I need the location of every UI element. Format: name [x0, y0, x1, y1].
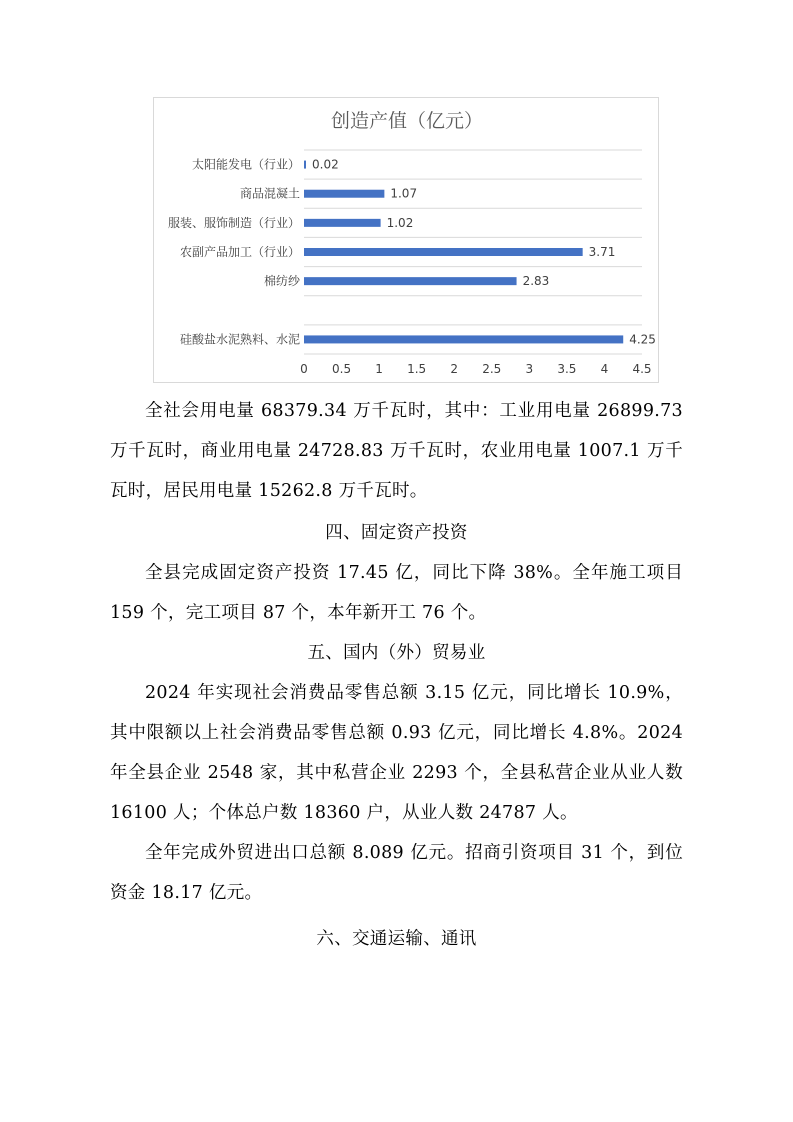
bar — [304, 190, 384, 198]
data-label: 2.83 — [522, 274, 550, 289]
bar — [304, 219, 381, 227]
chart-title: 创造产值（亿元） — [330, 110, 484, 132]
x-tick-label: 0 — [300, 362, 308, 376]
para-investment: 全县完成固定资产投资 17.45 亿，同比下降 38%。全年施工项目 159 个，完工项目 87 个，本年新开工 76 个。 — [110, 563, 683, 623]
bar — [304, 277, 517, 285]
data-label: 3.71 — [588, 245, 616, 259]
category-label: 农副产品加工（行业） — [179, 245, 300, 259]
data-label: 0.02 — [312, 157, 339, 172]
heading-fixed-asset-investment: 四、固定资产投资 — [325, 523, 468, 543]
bar — [304, 248, 583, 256]
chart-svg — [154, 98, 660, 384]
x-tick-label: 2 — [450, 362, 459, 376]
x-tick-label: 4.5 — [632, 362, 652, 376]
para-foreign-trade: 全年完成外贸进出口总额 8.089 亿元。招商引资项目 31 个，到位资金 18.17 亿元。 — [110, 843, 683, 903]
para-trade: 2024 年实现社会消费品零售总额 3.15 亿元，同比增长 10.9%，其中限额以上社会消费品零售总额 0.93 亿元，同比增长 4.8%。2024 年全县企业 2548 家，其中私营企业 2293 个，全县私营企业从业人数 16100 人；个体总户数 18360 户，从业人数 24787 人。 — [110, 683, 683, 823]
data-label: 1.07 — [390, 186, 418, 201]
heading-trade: 五、国内（外）贸易业 — [307, 643, 486, 663]
category-label: 商品混凝土 — [239, 186, 300, 201]
heading-transport: 六、交通运输、通讯 — [316, 929, 477, 949]
data-label: 4.25 — [629, 332, 656, 347]
x-tick-label: 3.5 — [557, 362, 577, 376]
x-tick-label: 0.5 — [332, 362, 352, 376]
x-tick-label: 1 — [375, 362, 383, 376]
data-label: 1.02 — [386, 215, 414, 230]
x-tick-label: 4 — [600, 362, 609, 376]
body-text — [110, 391, 683, 959]
x-tick-label: 2.5 — [482, 362, 502, 376]
x-tick-label: 1.5 — [407, 362, 427, 376]
category-label: 服装、服饰制造（行业） — [167, 215, 300, 230]
category-label: 太阳能发电（行业） — [191, 157, 300, 172]
para-electricity: 全社会用电量 68379.34 万千瓦时，其中：工业用电量 26899.73 万千瓦时，商业用电量 24728.83 万千瓦时，农业用电量 1007.1 万千瓦时，居民用电量 15262.8 万千瓦时。 — [110, 401, 683, 501]
category-label: 棉纺纱 — [263, 274, 300, 289]
bar — [304, 335, 623, 343]
x-tick-label: 3 — [525, 362, 534, 376]
output-value-chart — [153, 97, 659, 383]
bar — [304, 161, 306, 169]
category-label: 硅酸盐水泥熟料、水泥 — [179, 332, 300, 347]
